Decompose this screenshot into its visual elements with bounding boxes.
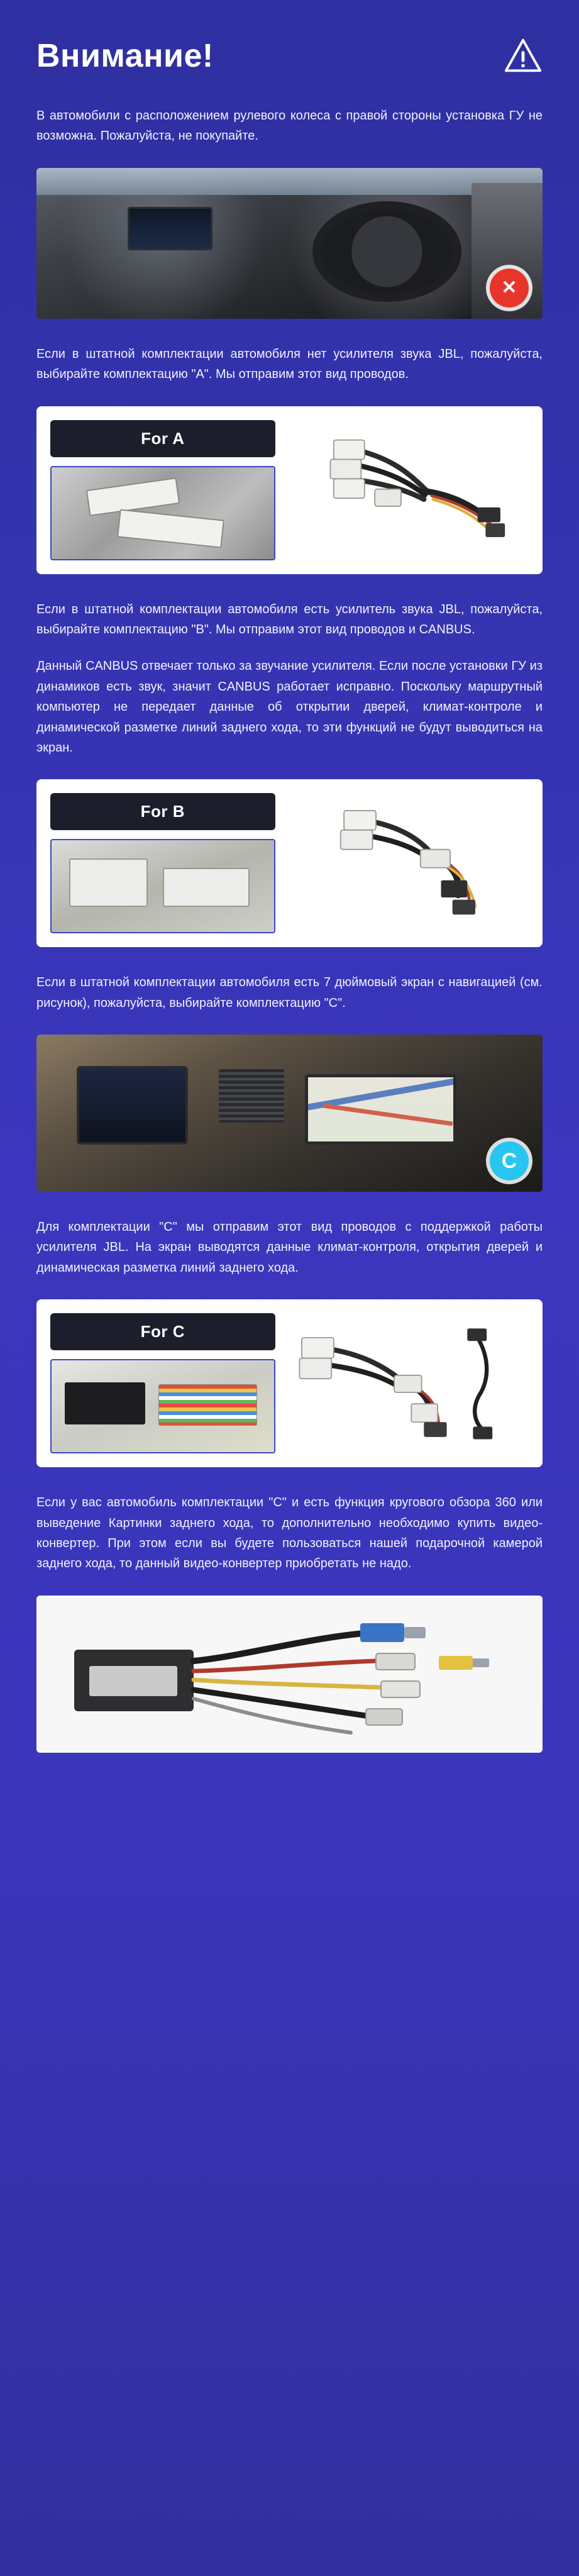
wiring-harness-c xyxy=(289,1313,529,1453)
variant-c-pill-label: For C xyxy=(50,1313,275,1350)
connector-photo-b xyxy=(50,839,275,933)
windshield xyxy=(36,168,543,195)
factory-navigation-screen-photo xyxy=(36,1035,543,1192)
wiring-harness-b-with-canbus xyxy=(289,793,529,933)
wiring-harness-a xyxy=(289,420,529,560)
rhd-warning-text: В автомобили с расположением рулевого колеса с правой стороны установка ГУ не возможна. Пожалуйста, не покупайте. xyxy=(36,109,543,143)
right-hand-drive-dashboard-photo xyxy=(36,168,543,319)
variant-a-card-left xyxy=(50,420,275,560)
page-title: Внимание! xyxy=(36,38,214,74)
variant-b-text-2: Данный CANBUS отвечает только за звучание усилителя. Если после установки ГУ из динамиков есть звук, значит CANBUS работает исправно. Поскольку маршрутный компьютер не передает данные об открытии дверей, климат-контроле и динамической разметке линий заднего хода, то эти функций не будут выводиться на экран. xyxy=(36,659,543,755)
air-vents xyxy=(219,1069,285,1123)
variant-c-card xyxy=(36,1299,543,1467)
variant-c-card-left xyxy=(50,1313,275,1453)
warning-triangle-icon xyxy=(504,36,543,75)
video-converter-image xyxy=(36,1596,543,1753)
navigation-dashboard-image xyxy=(36,1035,543,1192)
variant-a-text: Если в штатной комплектации автомобиля нет усилителя звука JBL, пожалуйста, выбирайте комплектацию "A". Мы отправим этот вид проводов. xyxy=(36,347,543,382)
dashboard-image xyxy=(36,168,543,319)
variant-b-pill-label: For B xyxy=(50,793,275,830)
page-header xyxy=(0,0,579,106)
variant-b-card-left xyxy=(50,793,275,933)
video-converter-text: Если у вас автомобиль комплектации "C" и есть функция кругового обзора 360 или выведение Картинки заднего хода, то дополнительно необходимо купить видео-конвертер. При этом если вы будете пользоваться нашей подарочной камерой заднего хода, то данный видео-конвертер приобретать не надо. xyxy=(36,1496,543,1571)
cyan-c-badge: C xyxy=(490,1141,529,1180)
instrument-cluster xyxy=(77,1066,188,1145)
variant-c-screen-text: Если в штатной комплектации автомобиля есть 7 дюймовый экран с навигацией (см. рисунок), пожалуйста, выбирайте комплектацию "C". xyxy=(36,975,543,1010)
navigation-screen xyxy=(305,1074,457,1145)
red-cross-badge: ✕ xyxy=(490,269,529,308)
variant-b-text: Если в штатной комплектации автомобиля есть усилитель звука JBL, пожалуйста, выбирайте комплектацию "B". Мы отправим этот вид проводов и CANBUS. xyxy=(36,602,543,636)
variant-c-text: Для комплектации "C" мы отправим этот вид проводов с поддержкой работы усилителя JBL. На экран выводятся данные климат-контроля, открытия дверей и динамическая разметка линий заднего хода. xyxy=(36,1220,543,1275)
footer-spacer xyxy=(0,1778,579,1803)
video-converter-photo xyxy=(36,1596,543,1753)
variant-a-pill-label: For A xyxy=(50,420,275,457)
variant-b-card xyxy=(36,779,543,947)
variant-a-card xyxy=(36,406,543,574)
connector-photo-a xyxy=(50,466,275,560)
connector-photo-c xyxy=(50,1359,275,1453)
